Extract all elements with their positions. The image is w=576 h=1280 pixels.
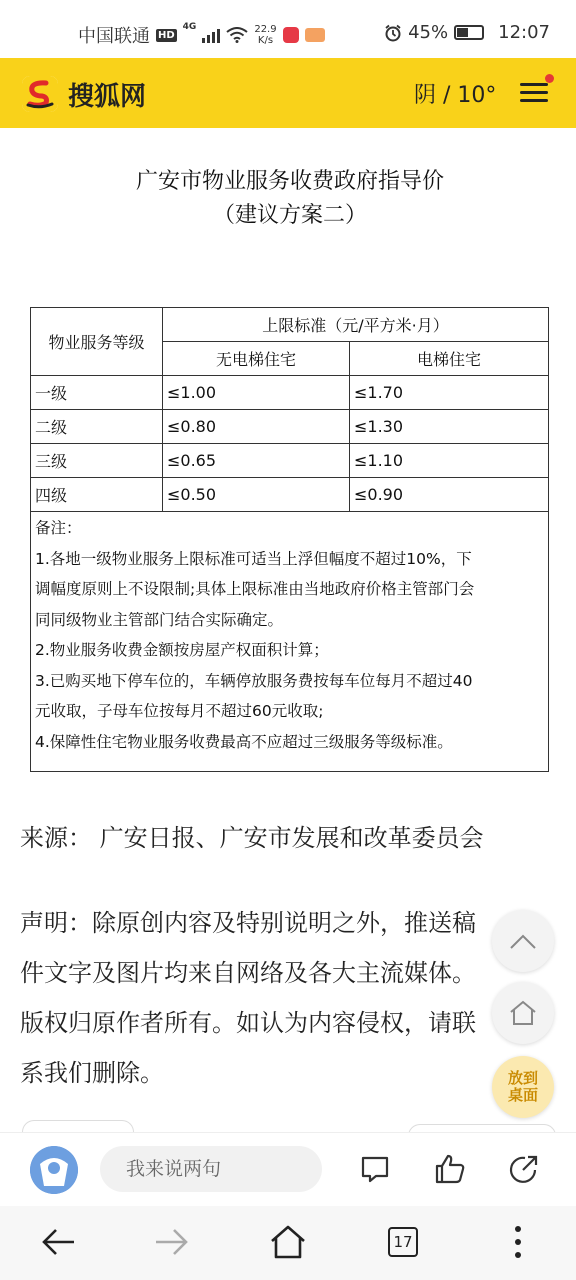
elevator-cell: ≤1.30 [350,410,549,444]
avatar[interactable] [30,1146,78,1194]
note-2: 2.物业服务收费金额按房屋产权面积计算； [35,641,329,659]
table-row [31,444,549,478]
note-4: 4.保障性住宅物业服务收费最高不应超过三级服务等级标准。 [35,732,453,751]
add-to-desktop-button[interactable] [492,1056,554,1118]
grade-cell: 二级 [31,410,163,444]
note-1-line-1: 1.各地一级物业服务上限标准可适当上浮但幅度不超过10%，下 [35,549,472,568]
elevator-cell: ≤1.10 [350,444,549,478]
forward-arrow-icon[interactable] [152,1220,192,1264]
thumbs-up-icon[interactable] [433,1152,467,1186]
no-elevator-cell: ≤0.65 [163,444,350,478]
battery-icon [454,25,484,40]
home-icon [508,999,538,1027]
status-bar [0,0,576,62]
clock: 12:07 [498,22,550,43]
notification-app-icon [283,27,299,43]
statement-line: 系我们删除。 [20,1059,164,1087]
notes-heading: 备注： [35,519,82,537]
comment-input[interactable]: 我来说两句 [100,1146,322,1192]
no-elevator-cell: ≤0.50 [163,478,350,512]
share-icon[interactable] [507,1152,541,1186]
signal-icon [202,27,220,43]
weather-info[interactable]: 阴 / 10° [414,83,497,108]
grade-cell: 三级 [31,444,163,478]
menu-icon[interactable] [520,78,548,106]
table-row [31,478,549,512]
statement-line: 件文字及图片均来自网络及各大主流媒体。 [20,959,476,987]
article-source: 来源： 广安日报、广安市发展和改革委员会 [20,824,484,852]
chevron-up-icon [508,931,538,951]
note-1-line-3: 同同级物业主管部门结合实际确定。 [35,610,284,629]
back-to-top-button[interactable] [492,910,554,972]
document-title: 广安市物业服务收费政府指导价 [135,169,444,194]
speed-value: 22.9 [254,24,277,35]
no-elevator-cell: ≤0.80 [163,410,350,444]
hd-badge: HD [158,29,175,41]
grade-cell: 一级 [31,376,163,410]
network-type: 4G [182,22,197,32]
more-vertical-icon[interactable] [498,1220,538,1264]
brand-title[interactable]: 搜狐网 [68,82,147,112]
desktop-label-2: 桌面 [507,1086,538,1104]
note-3-line-1: 3.已购买地下停车位的，车辆停放服务费按每车位每月不超过40 [35,671,473,690]
tabs-icon[interactable] [383,1220,423,1264]
table-row [31,410,549,444]
home-icon[interactable] [268,1220,308,1264]
network-speed [254,24,276,46]
wifi-icon [226,27,248,43]
grade-cell: 四级 [31,478,163,512]
carrier-name: 中国联通 [78,26,150,47]
home-float-button[interactable] [492,982,554,1044]
article-statement [20,898,560,1098]
status-bar-left [78,22,325,48]
table-row [31,376,549,410]
limit-header: 上限标准（元/平方米·月） [163,308,549,342]
notification-app-icon-2 [305,28,325,42]
status-bar-right [384,22,550,43]
fee-table [30,307,549,512]
note-3-line-2: 元收取，子母车位按每月不超过60元收取; [35,702,324,720]
desktop-label-1: 放到 [507,1069,538,1087]
grade-header: 物业服务等级 [31,308,163,376]
no-elevator-cell: ≤1.00 [163,376,350,410]
statement-line: 版权归原作者所有。如认为内容侵权，请联 [20,1009,476,1037]
fee-document-image [30,165,550,751]
elevator-cell: ≤0.90 [350,478,549,512]
speed-unit: K/s [257,35,274,46]
elevator-cell: ≤1.70 [350,376,549,410]
back-arrow-icon[interactable] [38,1220,78,1264]
tabs-count: 17 [388,1227,418,1257]
sohu-logo-icon[interactable] [22,76,58,112]
col-no-elevator: 无电梯住宅 [163,342,350,376]
statement-line: 声明：除原创内容及特别说明之外，推送稿 [20,909,476,937]
battery-percent: 45% [408,22,449,43]
notes-box [30,509,549,772]
comment-icon[interactable] [358,1152,392,1186]
notification-dot [545,74,554,83]
alarm-icon [384,24,402,42]
document-subtitle: （建议方案二） [212,203,367,228]
note-1-line-2: 调幅度原则上不设限制;具体上限标准由当地政府价格主管部门会 [35,580,475,598]
col-elevator: 电梯住宅 [350,342,549,376]
